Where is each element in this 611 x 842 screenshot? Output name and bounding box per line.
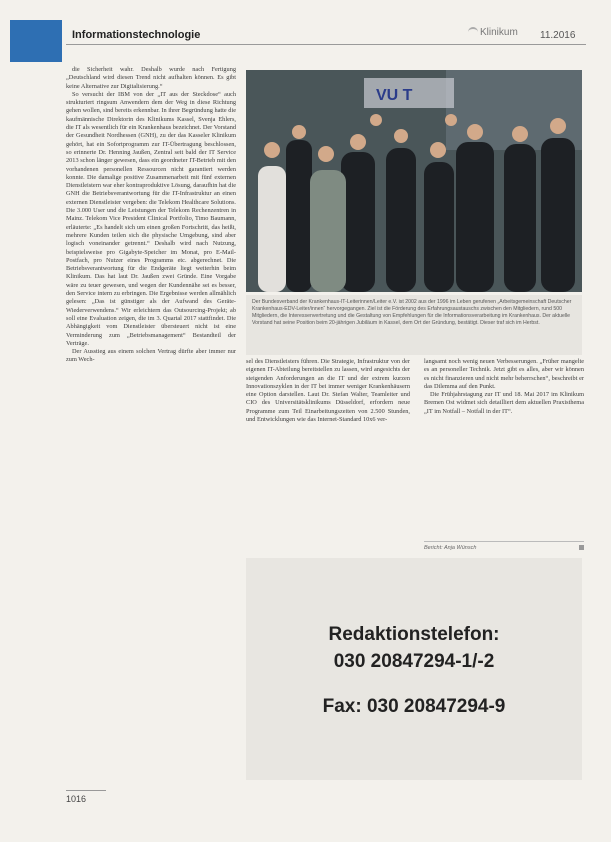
section-title: Informationstechnologie bbox=[72, 29, 201, 41]
contact-box bbox=[246, 558, 582, 780]
header-rule bbox=[66, 44, 586, 45]
section-tab bbox=[10, 20, 62, 62]
article-column-3 bbox=[424, 358, 584, 538]
col3-paragraph: langsamt noch wenig neuen Verbesserungen. „Früher mangelte es an personeller Technik. Jetzt gibt es alles, aber wir können es nicht finanzieren und nicht mehr beherrschen“, beschreibt er das Dilemma auf den Punkt. bbox=[424, 358, 584, 390]
magazine-logo bbox=[468, 27, 518, 38]
footer-rule bbox=[66, 790, 106, 791]
logo-text: Klinikum bbox=[480, 27, 518, 38]
logo-arc-icon bbox=[468, 27, 478, 35]
editorial-phone-label: Redaktionstelefon: bbox=[328, 624, 500, 645]
editorial-phone-number: 030 20847294-1/-2 bbox=[333, 651, 495, 672]
author-text: Bericht: Anja Wünsch bbox=[424, 545, 477, 551]
photo-banner-text: VU T bbox=[376, 87, 413, 104]
col1-paragraph: So versucht der IBM von der „IT aus der Steckdose“ auch strukturiert ringsum Anwendern dem der Weg in diese Richtung gehen wollen, sind bereits erkennbar. In ihrer Begründung hatte die kaufmännische Direktorin des Klinikums Kassel, Svenja Ehlers, die IT als wesentlich für ein Krankenhaus bezeichnet. Der Vorstand der Gesundheit Nordhessen (GNH), zu der das Kasseler Klinikum gehört, hat ein Sofortprogramm zur IT-Übertragung beschlossen, so erinnerte Dr. Henning Jaußen, Zentral seit bald der IT Service 2013 schon länger gewesen, dass ein geordneter IT-Betrieb mit den vorhandenen personellen Ressourcen nicht garantiert werden konnte. Die damalige positive Zusammenarbeit mit fünf externen Dienstleistern war eher kontraproduktive Lösung, daraufhin hat die GNH die Betriebsverantwortung für die IT-Infrastruktur an einen externen Dienstleister vergeben: die Telekom Healthcare Solutions. Die 3.000 User und die Leistungen der Telekom Rechenzentren in Mainz. Telekom Vice President Clinical Portfolio, Timo Baumann, erläuterte: „Es handelt sich um einen großen Fortschritt, das heißt, mehrere Kunden teilen sich die physische Umgebung, sind aber logisch voneinander getrennt.“ Deshalb wird nach Nutzung, beispielsweise pro Gigabyte-Speicher im Monat, pro E-Mail-Postfach, pro Nutzer eines Programms etc. abgerechnet. Die Betriebsverantwortung für die Endgeräte liegt weiterhin beim Klinikum. Das hat laut Dr. Jaußen zwei Gründe. Eine Vorgabe wäre zu teuer gewesen, und wegen der Kundennähe sei es besser, den Service intern zu erbringen. Die Ergebnisse werden allmählich gelesen: „Das ist günstiger als der Aufwand des Geräte-Wiederverwendens.“ Wir erleichtern das Outsourcing-Projekt; ab soll eine Evaluation zeigen, die im 3. Quartal 2017 stattfindet. Die Abhängigkeit vom Dienstleister übersteuert nicht ist eine Verminderung zum „Betriebsmanagement“ Bestandteil der Verträge. bbox=[66, 90, 236, 347]
page-number: 1016 bbox=[66, 794, 87, 804]
issue-number: 11.2016 bbox=[540, 30, 576, 41]
end-mark-icon bbox=[579, 545, 584, 550]
author-credit bbox=[424, 541, 584, 551]
group-photo bbox=[246, 70, 582, 292]
fax-number: Fax: 030 20847294-9 bbox=[322, 696, 506, 717]
article-column-1 bbox=[66, 66, 236, 786]
col2-paragraph: sel des Dienstleisters führen. Die Strategie, Infrastruktur von der eigenen IT-Abteilung bereitstellen zu lassen, wird angesichts der steigenden Anforderungen an die IT und der extrem kurzen Innovationszyklen in der IT bei immer weniger Krankenhäusern eine Option darstellen. Laut Dr. Stefan Walter, Teamleiter und CIO des Universitätsklinikums Düsseldorf, erfordern neue Programme zum Teil Einarbeitungszeiten von 2.500 Stunden, und Entwicklungen wie das Internet-Standard 10x6 ver- bbox=[246, 358, 410, 424]
col1-paragraph: die Sicherheit wahr. Deshalb wurde nach Fertigung „Deutschland wird diesen Trend nicht aufhalten können. Es gibt keine Alternative zur Digitalisierung.“ bbox=[66, 66, 236, 90]
col3-paragraph: Die Frühjahrstagung zur IT und 18. Mai 2017 im Klinikum Bremen Ost widmet sich detailliert dem aktuellen Praxisthema „IT im Notfall – Notfall in der IT“. bbox=[424, 391, 584, 415]
photo-caption: Der Bundesverband der Krankenhaus-IT-Leiterinnen/Leiter e.V. ist 2002 aus der 1996 im Leben gerufenen „Arbeitsgemeinschaft Deutscher Krankenhaus-EDV-Leiter/innen“ hervorgegangen. Ziel ist die Förderung des Erfahrungsaustauschs zwischen den Mitgliedern, rund 500 Mitgliedern, die Interessenvertretung und die Gestaltung von Empfehlungen für die Informationsverarbeitung im Krankenhaus. Der aktuelle Vorstand hat seine Position beim 20-jährigen Jubiläum in Kassel, dem Ort der Gründung, bestätigt. Dieser traf sich im Herbst. bbox=[246, 295, 582, 355]
group-photo-illustration bbox=[246, 70, 582, 292]
article-column-2 bbox=[246, 358, 410, 550]
col1-paragraph: Der Ausstieg aus einem solchen Vertrag dürfte aber immer nur zum Wech- bbox=[66, 348, 236, 364]
